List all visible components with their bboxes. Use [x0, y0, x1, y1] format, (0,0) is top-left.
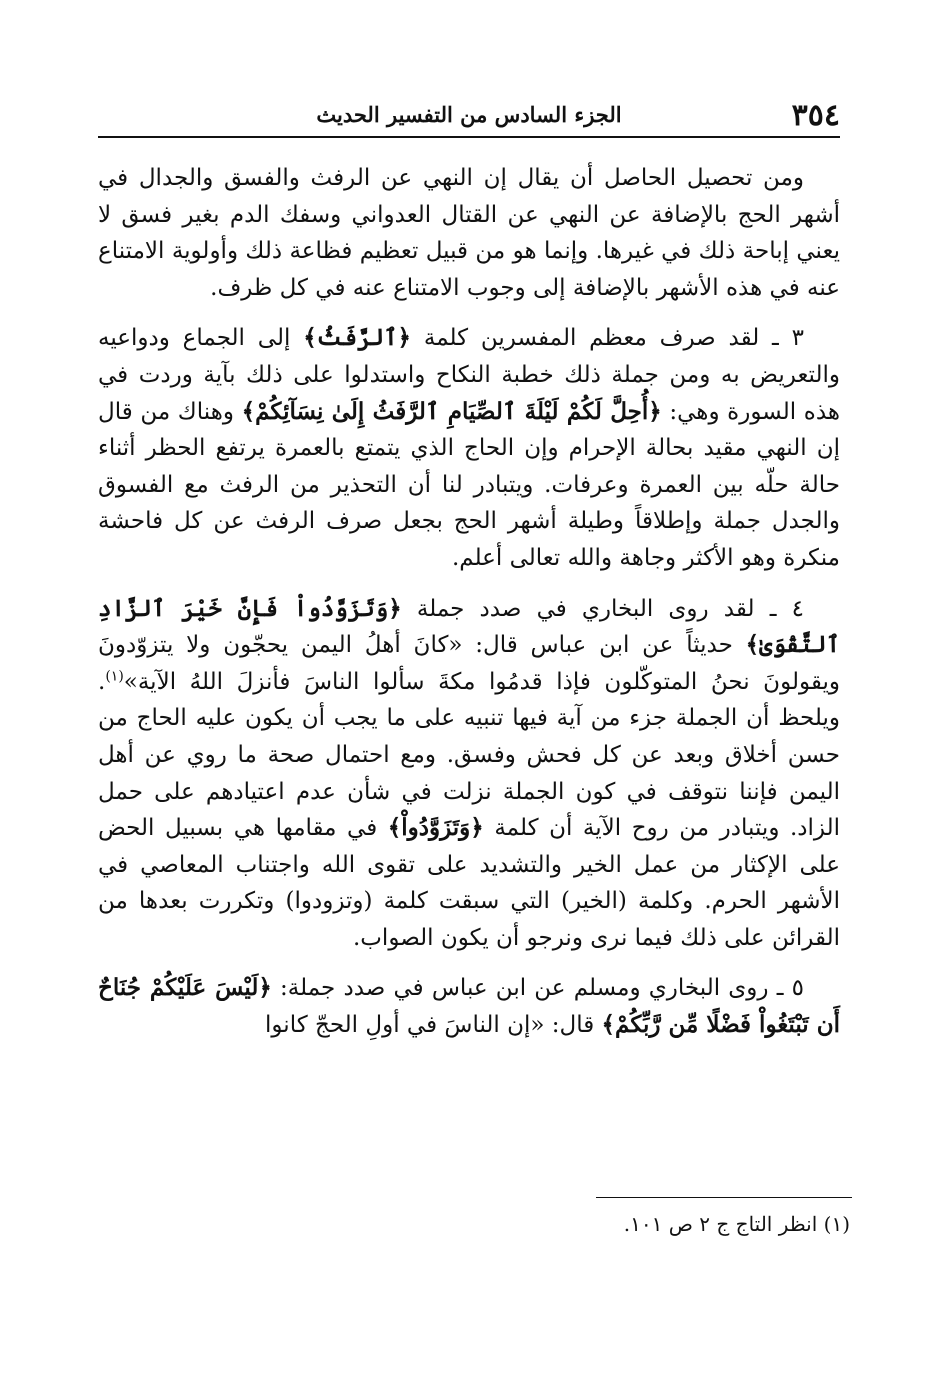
footnote: (١) انظر التاج ج ٢ ص ١٠١. [623, 1212, 850, 1236]
paragraph-2-text-b: إلى الجماع ودواعيه والتعريض به ومن جملة ذلك خطبة النكاح واستدلوا على ذلك بآية وردت في هذه السورة وهي: [98, 325, 841, 425]
paragraph-3-text-a: ٤ ـ لقد روى البخاري في صدد جملة [416, 595, 804, 622]
quran-quote: ﴿وَتَزَوَّدُواْ فَإِنَّ خَيْرَ ٱلزَّادِ ٱلتَّقْوَىٰ﴾ [98, 594, 841, 659]
paragraph-2-text-c: وهناك من قال إن النهي مقيد بحالة الإحرام وإن الحاج الذي يتمتع بالعمرة يرتفع الحظر أثناء حالة حلّه بين العمرة وعرفات. ويتبادر لنا أن التحذير من الرفث مع الفسوق والجدل جملة وإطلاقاً وطيلة أشهر الحج بجعل صرف الرفث عن كل فاحشة منكرة وهو الأكثر وجاهة والله تعالى أعلم. [98, 398, 840, 571]
paragraph-3-text-b: حديثاً عن ابن عباس قال: «كانَ أهلُ اليمن يحجّون ولا يتزوّدونَ ويقولونَ نحنُ المتوكّلون فإذا قدمُوا مكةَ سألوا الناسَ فأنزلَ اللهُ الآية» [98, 632, 840, 695]
quran-quote: ﴿لَيْسَ عَلَيْكُمْ جُنَاحٌ أَن تَبْتَغُواْ فَضْلًا مِّن رَّبِّكُمْ﴾ [98, 974, 840, 1039]
footnote-divider [596, 1197, 852, 1198]
paragraph-4 [98, 970, 840, 1043]
page-number: ٣٥٤ [791, 98, 840, 133]
quran-quote: ﴿وَتَزَوَّدُواْ﴾ [387, 814, 484, 842]
paragraph-2 [98, 320, 840, 576]
quran-quote: ﴿ٱلرَّفَثُ﴾ [303, 324, 412, 352]
paragraph-3 [98, 591, 840, 957]
paragraph-4-text-a: ٥ ـ روى البخاري ومسلم عن ابن عباس في صدد جملة: [280, 975, 805, 1002]
paragraph-3-text-c: . ويلحظ أن الجملة جزء من آية فيها تنبيه على ما يجب أن يكون عليه الحاج من حسن أخلاق وبعد عن كل فحش وفسق. ومع احتمال صحة ما روي عن أهل اليمن فإننا نتوقف في كون الجملة نزلت في شأن عدم اعتيادهم على حمل الزاد. ويتبادر من روح الآية أن كلمة [98, 668, 841, 842]
paragraph-1-text: ومن تحصيل الحاصل أن يقال إن النهي عن الرفث والفسق والجدال في أشهر الحج بالإضافة عن النهي عن القتال العدواني وسفك الدم بغير فسق لا يعني إباحة ذلك في غيرها. وإنما هو من قبيل تعظيم فظاعة ذلك وأولوية الامتناع عنه في هذه الأشهر بالإضافة إلى وجوب الامتناع عنه في كل ظرف. [98, 165, 840, 301]
paragraph-2-text-a: ٣ ـ لقد صرف معظم المفسرين كلمة [423, 325, 804, 352]
running-title: الجزء السادس من التفسير الحديث [316, 102, 622, 127]
paragraph-3-text-d: في مقامها هي بسبيل الحض على الإكثار من عمل الخير والتشديد على تقوى الله واجتناب المعاصي في الأشهر الحرم. وكلمة (الخير) التي سبقت كلمة (وتزودوا) وتكررت بعدها من القرائن على ذلك فيما نرى ونرجو أن يكون الصواب. [98, 815, 840, 951]
page-header [98, 96, 840, 138]
paragraph-1 [98, 160, 840, 306]
paragraph-4-text-b: قال: «إن الناسَ في أولِ الحجّ كانوا [265, 1012, 595, 1039]
footnote-marker: (١) [105, 668, 124, 685]
quran-quote: ﴿أُحِلَّ لَكُمْ لَيْلَةَ ٱلصِّيَامِ ٱلرَّفَثُ إِلَىٰ نِسَآئِكُمْ﴾ [241, 397, 662, 425]
body-text [98, 160, 840, 1058]
